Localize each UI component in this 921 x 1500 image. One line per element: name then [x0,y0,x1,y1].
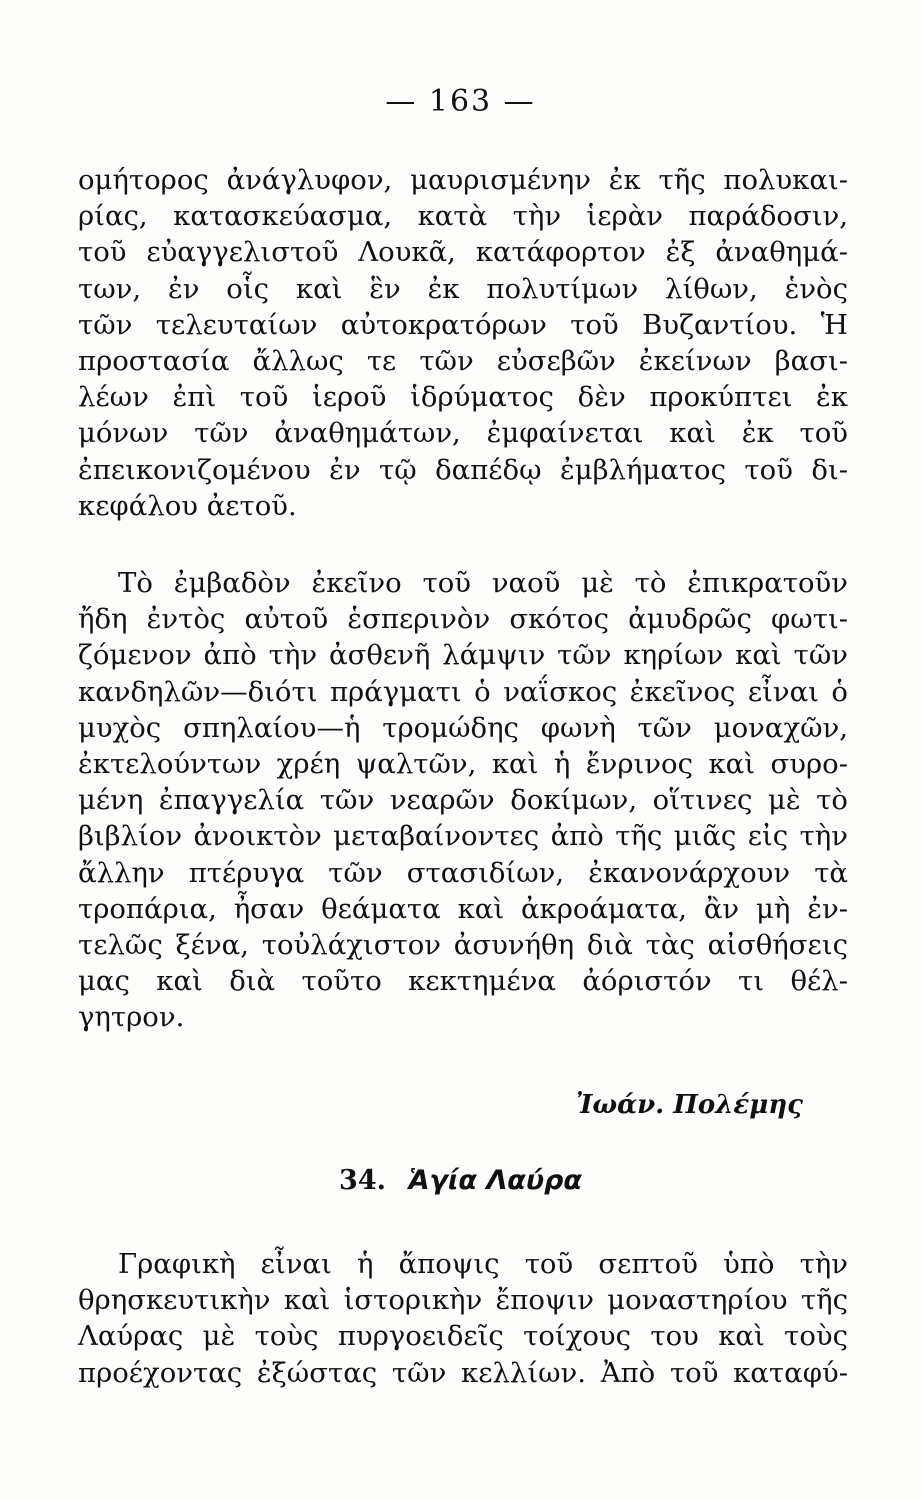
text-line: προστασία ἄλλως τε τῶν εὐσεβῶν ἐκείνων βασι- [78,344,848,377]
text-line: των, ἐν οἷς καὶ ἓν ἐκ πολυτίμων λίθων, ἑνὸς [78,272,848,305]
text-line: μόνων τῶν ἀναθημάτων, ἐμφαίνεται καὶ ἐκ τοῦ [78,417,848,450]
paragraph-2 [78,565,848,1035]
text-line: Γραφικὴ εἶναι ἡ ἄποψις τοῦ σεπτοῦ ὑπὸ τὴν [118,1248,848,1280]
text-line: γητρον. [78,1001,185,1034]
text-line: βιβλίον ἀνοικτὸν μεταβαίνοντες ἀπὸ τῆς μιᾶς εἰς τὴν [78,820,848,853]
text-line: ἤδη ἐντὸς αὐτοῦ ἑσπερινὸν σκότος ἀμυδρῶς φωτι- [78,603,848,636]
section-number: 34. [339,1165,387,1196]
paragraph-3 [78,1246,848,1391]
paragraph-1 [78,162,848,524]
text-line: τοῦ εὐαγγελιστοῦ Λουκᾶ, κατάφορτον ἐξ ἀναθημά- [78,236,848,269]
text-line: τελῶς ξένα, τοὐλάχιστον ἀσυνήθη διὰ τὰς αἰσθήσεις [78,928,848,961]
text-line: ζόμενον ἀπὸ τὴν ἀσθενῆ λάμψιν τῶν κηρίων καὶ τῶν [78,639,848,672]
text-line: ἐκτελούντων χρέη ψαλτῶν, καὶ ἡ ἔνρινος καὶ συρο- [78,747,848,780]
section-title: Ἁγία Λαύρα [408,1165,582,1196]
text-line: Τὸ ἐμβαδὸν ἐκεῖνο τοῦ ναοῦ μὲ τὸ ἐπικρατοῦν [118,567,848,599]
page-number: — 163 — [385,84,536,119]
author-signature: Ἰωάν. Πολέμης [576,1090,803,1120]
text-line: μας καὶ διὰ τοῦτο κεκτημένα ἀόριστόν τι θέλ- [78,965,848,998]
text-line: ομήτορος ἀνάγλυφον, μαυρισμένην ἐκ τῆς πολυκαι- [78,164,848,196]
text-line: κανδηλῶν—διότι πράγματι ὁ ναΐσκος ἐκεῖνος εἶναι ὁ [78,675,848,708]
text-line: θρησκευτικὴν καὶ ἱστορικὴν ἔποψιν μοναστηρίου τῆς [78,1284,848,1317]
text-line: τῶν τελευταίων αὐτοκρατόρων τοῦ Βυζαντίου. Ἡ [78,308,848,341]
text-line: κεφάλου ἀετοῦ. [78,489,297,522]
text-line: μένη ἐπαγγελία τῶν νεαρῶν δοκίμων, οἵτινες μὲ τὸ [78,784,848,817]
section-heading [0,1165,921,1196]
text-line: προέχοντας ἐξώστας τῶν κελλίων. Ἀπὸ τοῦ καταφύ- [78,1356,848,1389]
text-line: ρίας, κατασκεύασμα, κατὰ τὴν ἱερὰν παράδοσιν, [78,200,848,233]
text-line: λέων ἐπὶ τοῦ ἱεροῦ ἱδρύματος δὲν προκύπτει ἐκ [78,381,848,414]
text-line: τροπάρια, ἦσαν θεάματα καὶ ἀκροάματα, ἂν μὴ ἐν- [78,892,848,925]
text-line: ἐπεικονιζομένου ἐν τῷ δαπέδῳ ἐμβλήματος τοῦ δι- [78,453,848,486]
text-line: ἄλλην πτέρυγα τῶν στασιδίων, ἐκανονάρχουν τὰ [78,856,848,889]
text-line: μυχὸς σπηλαίου—ἡ τρομώδης φωνὴ τῶν μοναχῶν, [78,711,848,744]
text-line: Λαύρας μὲ τοὺς πυργοειδεῖς τοίχους του καὶ τοὺς [78,1320,848,1353]
